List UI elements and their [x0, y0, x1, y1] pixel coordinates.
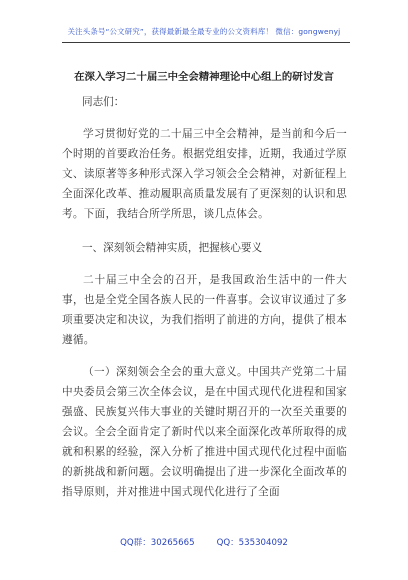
- paragraph-intro: 学习贯彻好党的二十届三中全会精神，是当前和今后一个时期的首要政治任务。根据党组安排，近期，我通过学原文、读原著等多种形式深入学习领会全会精神，对新征程上全面深化改革、推动履职高质量发展有了更深刻的认识和思考。下面，我结合所学所思，谈几点体会。: [62, 128, 347, 220]
- footer-qq-group: QQ群：30265665: [120, 538, 195, 548]
- header-promo-note: 关注头条号“公文研究”，获得最新最全最专业的公文资料库！ 微信：gongwenyj: [67, 27, 341, 36]
- paragraph-section-1: 二十届三中全会的召开，是我国政治生活中的一件大事，也是全党全国各族人民的一件喜事。会议审议通过了多项重要决定和决议，为我们指明了前进的方向，提供了根本遵循。: [62, 274, 347, 346]
- document-title: 在深入学习二十届三中全会精神理论中心组上的研讨发言: [74, 71, 334, 83]
- salutation: 同志们：: [82, 96, 125, 108]
- footer-contact: [0, 536, 408, 548]
- section-heading-1: 一、深刻领会精神实质，把握核心要义: [82, 242, 263, 254]
- footer-qq: QQ：535304092: [216, 538, 288, 548]
- header-divider: [62, 42, 350, 43]
- paragraph-subsection-1: （一）深刻领会全会的重大意义。中国共产党第二十届中央委员会第三次全体会议，是在中国式现代化进程和国家强盛、民族复兴伟大事业的关键时期召开的一次至关重要的会议。全会全面肯定了新时代以来全面深化改革所取得的成就和积累的经验，深入分析了推进中国式现代化过程中面临的新挑战和新问题。会议明确提出了进一步深化全面改革的指导原则，并对推进中国式现代化进行了全面: [62, 366, 347, 498]
- document-body: [62, 92, 347, 502]
